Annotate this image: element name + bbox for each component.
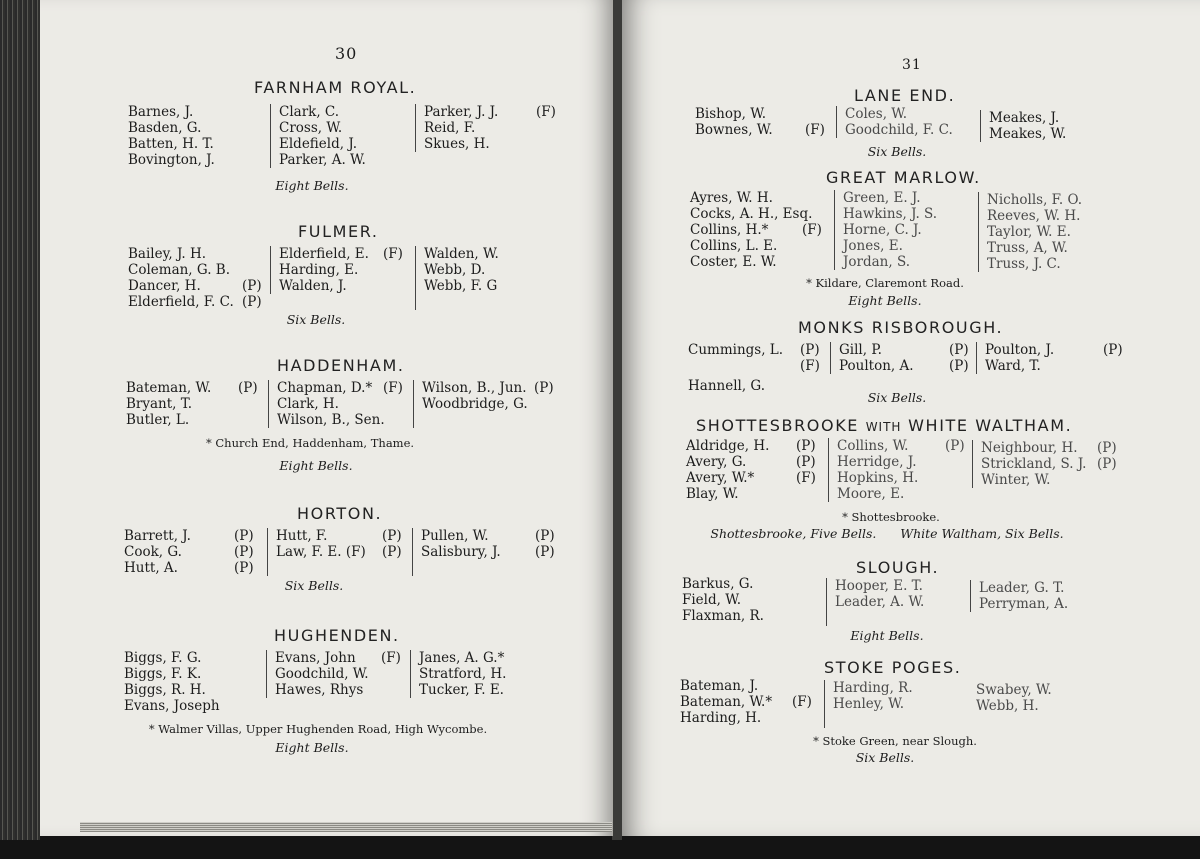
ringer-mark: (F) [383,380,403,396]
column-3 [976,342,1131,374]
section-title: HUGHENDEN. [274,626,400,645]
column-3 [980,110,1099,142]
ringer-mark: (P) [234,560,254,576]
section-monks-risborough [622,318,1200,408]
ringer-mark: (P) [234,544,254,560]
section-title: FULMER. [298,222,379,241]
section-haddenham [40,356,612,476]
list-item: Hutt, A. (P) [124,560,254,576]
list-item: Stratford, H. [419,666,507,682]
bells-note: Shottesbrooke, Five Bells. White Waltham, Six Bells. [710,526,1064,541]
list-item: Bateman, W.* (F) [680,694,812,710]
list-item: Biggs, R. H. [124,682,206,698]
section-stoke-poges [622,658,1200,768]
list-item: Reeves, W. H. [987,208,1081,224]
list-item: Cook, G. (P) [124,544,254,560]
ringer-mark: (P) [382,544,402,560]
list-item: Truss, J. C. [987,256,1061,272]
list-item: Basden, G. [128,120,202,136]
list-item: Aldridge, H. (P) [686,438,816,454]
ringer-mark: (F) [792,694,812,710]
column-3 [970,580,1099,612]
column-1 [682,576,822,624]
list-item: Herridge, J. [837,454,917,470]
list-item: Hawkins, J. S. [843,206,938,222]
section-title: SHOTTESBROOKE WITH WHITE WALTHAM. [696,416,1073,435]
section-title: LANE END. [854,86,956,105]
ringer-mark: (F) [536,104,556,120]
section-title: SLOUGH. [856,558,940,577]
list-item: Meakes, W. [989,126,1067,142]
list-item: Poulton, J. (P) [985,342,1123,358]
list-item: Pullen, W. (P) [421,528,555,544]
page-number: 31 [902,57,922,73]
list-item: Horne, C. J. [843,222,922,238]
column-2 [826,578,965,626]
column-1 [688,342,828,394]
footnote: * Shottesbrooke. [842,510,940,524]
list-item: Harding, R. [833,680,913,696]
list-item: Harding, H. [680,710,762,726]
list-item: Elderfield, E. (F) [279,246,403,262]
ringer-mark: (F) [796,470,816,486]
list-item: Gill, P. (P) [839,342,969,358]
footnote: * Kildare, Claremont Road. [806,276,964,290]
list-item: Evans, John (F) [275,650,401,666]
ringer-mark: (P) [382,528,402,544]
list-item: Field, W. [682,592,742,608]
list-item: Parker, A. W. [279,152,366,168]
list-item: Barnes, J. [128,104,194,120]
right-page [622,0,1200,836]
list-item: Biggs, F. K. [124,666,202,682]
footnote: * Church End, Haddenham, Thame. [205,436,415,450]
list-item: Strickland, S. J. (P) [981,456,1117,472]
list-item: Woodbridge, G. [422,396,528,412]
list-item: Flaxman, R. [682,608,764,624]
list-item: Bailey, J. H. [128,246,207,262]
list-item: Clark, H. [277,396,339,412]
section-horton [40,504,612,604]
column-3 [972,440,1131,488]
bells-note: Six Bells. [286,312,346,327]
bells-note: Eight Bells. [848,293,922,308]
ringer-mark: (P) [1103,342,1123,358]
bells-note: Eight Bells. [850,628,924,643]
section-title: HADDENHAM. [277,356,405,375]
bells-note: Six Bells. [855,750,915,765]
column-3 [415,104,574,152]
list-item: Bishop, W. [695,106,767,122]
list-item: Elderfield, F. C. (P) [128,294,262,310]
list-item: Nicholls, F. O. [987,192,1083,208]
list-item: Walden, W. [424,246,499,262]
section-title: FARNHAM ROYAL. [254,78,417,97]
ringer-mark: (P) [234,528,254,544]
list-item: Parker, J. J. (F) [424,104,556,120]
list-item: Meakes, J. [989,110,1060,126]
list-item: Winter, W. [981,472,1051,488]
ringer-mark: (P) [242,294,262,310]
column-3 [978,192,1107,272]
bells-note: Six Bells. [867,144,927,159]
list-item: Eldefield, J. [279,136,357,152]
ringer-mark: (P) [238,380,258,396]
column-1 [680,678,820,726]
list-item: Hooper, E. T. [835,578,923,594]
section-lane-end [622,86,1200,162]
list-item: Leader, A. W. [835,594,925,610]
bells-note: Eight Bells. [275,178,349,193]
list-item: Jordan, S. [843,254,911,270]
ringer-mark: (P) [796,454,816,470]
ringer-mark: (P) [1097,456,1117,472]
footnote: * Walmer Villas, Upper Hughenden Road, High Wycombe. [148,722,488,736]
column-2 [268,380,413,428]
list-item: Skues, H. [424,136,490,152]
list-item: Goodchild, W. [275,666,369,682]
page-bottom-edge [80,822,613,832]
list-item: Bateman, J. [680,678,759,694]
ringer-mark: (F) [805,122,825,138]
list-item: Coleman, G. B. [128,262,230,278]
column-2 [830,342,977,374]
list-item: Coster, E. W. [690,254,777,270]
list-item: Bateman, W. (P) [126,380,258,396]
column-1 [690,190,830,270]
column-1 [124,650,260,714]
list-item: Leader, G. T. [979,580,1065,596]
list-item: Collins, W. (P) [837,438,965,454]
list-item: Wilson, B., Sen. [277,412,385,428]
ringer-mark: (P) [945,438,965,454]
list-item: Evans, Joseph [124,698,220,714]
column-1 [128,104,263,168]
list-item: Webb, H. [976,698,1039,714]
list-item: Henley, W. [833,696,904,712]
ringer-mark: (P) [949,358,969,374]
column-3 [976,682,1086,714]
ringer-mark: (P) [1097,440,1117,456]
list-item: Moore, E. [837,486,905,502]
list-item: Clark, C. [279,104,340,120]
list-item: Hawes, Rhys [275,682,364,698]
list-item: Jones, E. [843,238,903,254]
column-2 [270,104,409,168]
list-item: Neighbour, H. (P) [981,440,1117,456]
list-item: Goodchild, F. C. [845,122,953,138]
ringer-mark: (F) [383,246,403,262]
column-1 [126,380,264,428]
column-3 [412,528,571,576]
list-item: Biggs, F. G. [124,650,202,666]
ringer-mark: (P) [800,342,820,358]
list-item: Green, E. J. [843,190,921,206]
list-item: Wilson, B., Jun. (P) [422,380,554,396]
column-1 [128,246,263,310]
list-item: Hutt, F. (P) [276,528,402,544]
column-2 [836,106,977,138]
column-3 [410,650,539,698]
section-title: MONKS RISBOROUGH. [798,318,1004,337]
list-item: Salisbury, J. (P) [421,544,555,560]
list-item: Hopkins, H. [837,470,919,486]
list-item: Bovington, J. [128,152,215,168]
list-item: Janes, A. G.* [419,650,505,666]
book-gutter [612,0,622,840]
list-item: Coles, W. [845,106,908,122]
list-item: Taylor, W. E. [987,224,1071,240]
ringer-mark: (F) [802,222,822,238]
list-item: Swabey, W. [976,682,1052,698]
section-hughenden [40,626,612,756]
list-item: Harding, E. [279,262,359,278]
ringer-mark: (P) [242,278,262,294]
bells-note-2: White Waltham, Six Bells. [900,526,1064,541]
section-fulmer [40,222,612,332]
list-item [688,358,828,374]
ringer-mark: (P) [535,528,555,544]
column-2 [270,246,411,294]
list-item: Collins, H.* (F) [690,222,822,238]
left-page [40,0,613,836]
section-slough [622,558,1200,648]
list-item: Avery, G. (P) [686,454,816,470]
list-item: Tucker, F. E. [419,682,504,698]
list-item: Collins, L. E. [690,238,778,254]
title-with: WITH [865,420,902,434]
section-shottesbrooke [622,416,1200,548]
list-item: Webb, F. G [424,278,498,294]
list-item: Webb, D. [424,262,486,278]
page-number: 30 [335,44,358,63]
section-title: HORTON. [297,504,383,523]
list-item: Hannell, G. [688,378,766,394]
list-item: Dancer, H. (P) [128,278,262,294]
list-item: Cocks, A. H., Esq. [690,206,813,222]
list-item: Walden, J. [279,278,347,294]
ringer-mark: (P) [796,438,816,454]
column-2 [267,528,408,576]
section-great-marlow [622,168,1200,308]
bells-note: Six Bells. [284,578,344,593]
list-item: Chapman, D.* (F) [277,380,403,396]
ringer-mark: (P) [534,380,554,396]
list-item: Perryman, A. [979,596,1069,612]
list-item: Truss, A, W. [987,240,1068,256]
book-page-edges [0,0,40,840]
list-item: Batten, H. T. [128,136,214,152]
ringer-mark: (P) [535,544,555,560]
list-item: Blay, W. [686,486,739,502]
section-farnham-royal [40,78,612,198]
column-2 [266,650,411,698]
column-1 [686,438,826,502]
list-item: Law, F. E. (F) (P) [276,544,402,560]
column-3 [415,246,554,310]
list-item: Bryant, T. [126,396,193,412]
list-item: Avery, W.* (F) [686,470,816,486]
list-item: Butler, L. [126,412,190,428]
bells-note: Eight Bells. [279,458,353,473]
column-2 [834,190,973,270]
list-item: Ayres, W. H. [690,190,773,206]
list-item: Barkus, G. [682,576,754,592]
section-title: STOKE POGES. [824,658,962,677]
column-2 [828,438,975,502]
footnote: * Stoke Green, near Slough. [813,734,977,748]
list-item: Cummings, L. (P) [688,342,820,358]
list-item: Ward, T. [985,358,1041,374]
list-item: Bownes, W. (F) [695,122,825,138]
ringer-mark: (F) [800,358,820,374]
column-1 [124,528,260,576]
list-item: Poulton, A. (P) [839,358,969,374]
bells-note: Eight Bells. [275,740,349,755]
column-1 [695,106,831,138]
column-2 [824,680,963,728]
list-item: Barrett, J. (P) [124,528,254,544]
list-item: Cross, W. [279,120,343,136]
column-3 [413,380,572,428]
bells-note: Six Bells. [867,390,927,405]
ringer-mark: (F) [381,650,401,666]
list-item: Reid, F. [424,120,476,136]
ringer-mark: (P) [949,342,969,358]
section-title: GREAT MARLOW. [826,168,981,187]
